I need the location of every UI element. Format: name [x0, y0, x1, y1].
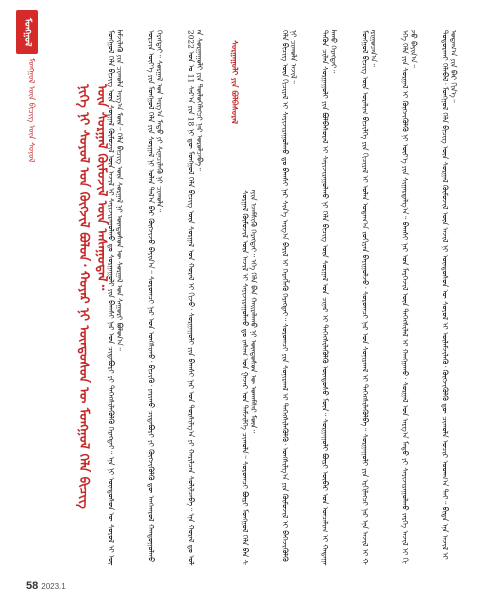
journal-logo-badge: [16, 10, 38, 54]
text-column-4: ᠰᠤᠷᠭᠠᠯ ᠬᠦᠮᠦᠵᠢᠯ ᠦᠨ ᠠᠵᠢᠯ ᠢ ᠰᠠᠶᠢᠵᠢᠷᠠᠭᠤᠯᠬᠤ ᠳᠤ ᠵᠠᠰᠠᠭ ᠤᠨ ᠭᠠᠵᠠᠷ ᠤᠨ ᠳᠡᠮᠵᠢᠯᠭᠡ ᠴᠢᠬᠤᠯᠠ᠃ ᠰᠤᠷᠤᠭᠴᠢ ᠪᠦᠷᠢ ᠮᠣᠩᠭᠣᠯ ᠬᠡᠯᠡ ᠪᠡᠨ ᠰᠠᠶᠢᠨ ᠡᠵᠡᠮᠰᠢᠬᠦ ᠬᠡᠷᠡᠭᠲᠡᠢ᠃ ᠡᠬᠡ ᠬᠡᠯᠡ ᠪᠡᠨ ᠬᠠᠢᠷᠠᠯᠠᠬᠤ ᠨᠢ ᠦᠨᠳᠦᠰᠦᠨ ᠦ ᠤᠬᠠᠮᠰᠠᠷ ᠮᠥᠨ᠃: [240, 190, 259, 565]
text-column-5: ᠬᠡᠯᠡ ᠪᠢᠴᠢᠭ ᠦᠨ ᠬᠢᠴᠢᠶᠡᠯ ᠢ ᠰᠠᠶᠢᠵᠢᠷᠠᠭᠤᠯᠬᠤ ᠳᠤ ᠪᠠᠭᠰᠢ ᠨᠠᠷ ᠰᠢᠨ᠎ᠡ ᠠᠷᠭ᠎ᠠ ᠪᠠᠷᠢᠯ ᠢ ᠬᠡᠷᠡᠭᠯᠡᠬᠦ ᠬᠡᠷᠡᠭᠲᠡᠢ᠃ ᠰᠤᠷᠤᠭᠴᠢ ᠶᠢᠨ ᠰᠣᠨᠢᠷᠬᠠᠯ ᠢ ᠳᠡᠭᠡᠭᠰᠢᠯᠡᠭᠦᠯᠬᠦ᠂ ᠤᠩᠰᠢᠯᠭ᠎ᠠ ᠶᠢᠨ ᠬᠦᠮᠦᠵᠢᠯ ᠢ ᠪᠡᠬᠡᠵᠢᠭᠦᠯᠬᠦ ᠨᠢ ᠴᠢᠬᠤᠯᠠ ᠠᠵᠢᠯ᠃: [280, 30, 299, 562]
text-column-8: ᠡᠬᠡ ᠬᠡᠯᠡ ᠶᠢᠨ ᠰᠤᠷᠭᠠᠯ ᠢ ᠬᠥᠭᠵᠢᠭᠦᠯᠬᠦ ᠨᠢ ᠦᠶ᠎ᠡ ᠶᠢᠨ ᠰᠢᠭᠠᠷᠳᠠᠯᠭ᠎ᠠ᠃ ᠪᠠᠭᠰᠢ ᠨᠠᠷ ᠤᠨ ᠮᠡᠷᠭᠡᠵᠢᠯ ᠦᠨ ᠳᠡᠭᠡᠭᠰᠢᠯᠡᠯ ᠢ ᠬᠠᠩᠭᠠᠬᠤ᠂ ᠰᠤᠷᠭᠠᠯ ᠤᠨ ᠠᠷᠭ᠎ᠠ ᠮᠡᠲᠦ ᠶᠢ ᠰᠠᠶᠢᠵᠢᠷᠠᠭᠤᠯᠬᠤ ᠵᠡᠷᠭᠡ ᠠᠵᠢᠯ ᠢ ᠬᠢᠵᠦ ᠪᠠᠶᠢᠨ᠎ᠠ᠃: [400, 30, 419, 564]
section-heading: ᠰᠤᠷᠭᠠᠭᠤᠯᠢ ᠶᠢᠨ ᠪᠣᠯᠪᠠᠰᠤᠷᠠᠯ: [230, 40, 240, 125]
text-column-9: ᠲᠣᠳᠣᠷᠬᠠᠶ ᠬᠡᠯᠡᠪᠡᠯ᠂ ᠮᠣᠩᠭᠣᠯ ᠬᠡᠯᠡ ᠪᠢᠴᠢᠭ ᠦᠨ ᠰᠤᠷᠭᠠᠯ ᠬᠦᠮᠦᠵᠢᠯ ᠦᠨ ᠠᠵᠢᠯ ᠨᠢ ᠦᠨᠳᠦᠰᠦᠨ ᠦ ᠰᠣᠶᠣᠯ ᠢ ᠦᠯᠡᠮᠵᠢᠯᠡᠬᠦ᠂ ᠬᠥᠭᠵᠢᠭᠦᠯᠬᠦ ᠳᠦ ᠴᠢᠬᠤᠯᠠ ᠤᠴᠢᠷ ᠤᠳᠬ᠎ᠠ ᠲᠠᠢ᠃ ᠪᠢᠳᠡ ᠡᠨᠡ ᠠᠵᠢᠯ ᠢ ᠤᠳᠠᠭ᠎ᠠ ᠶᠢᠨ ᠪᠠᠷ ᠬᠢᠨ᠎ᠡ᠃: [440, 30, 459, 560]
journal-logo-text: ᠮᠣᠩᠭᠣᠯ: [22, 17, 32, 47]
running-head: ᠮᠣᠩᠭᠣᠯ ᠦᠨ ᠪᠢᠴᠢᠭ ᠦᠨ ᠰᠣᠶᠣᠯ: [27, 58, 36, 163]
text-column-2: ᠣᠷᠴᠢᠨ ᠦᠶ᠎ᠡ ᠶᠢᠨ ᠮᠣᠩᠭᠣᠯ ᠬᠡᠯᠡ ᠶᠢᠨ ᠰᠤᠷᠭᠠᠯ ᠨᠢ ᠣᠯᠠᠨ ᠲᠠᠯ᠎ᠠ ᠪᠠᠷ ᠬᠥᠭᠵᠢᠵᠦ ᠪᠠᠶᠢᠨ᠎ᠠ᠃ ᠰᠤᠷᠤᠭᠴᠢ ᠨᠠᠷ ᠤᠨ ᠤᠩᠰᠢᠬᠤ᠂ ᠪᠢᠴᠢᠬᠦ᠂ ᠶᠠᠷᠢᠬᠤ ᠴᠢᠳᠠᠪᠤᠷᠢ ᠶᠢ ᠬᠥᠭᠵᠢᠭᠦᠯᠬᠦ ᠳᠦ ᠠᠩᠬᠠᠷᠤᠯ ᠬᠠᠨᠳᠤᠭᠤᠯᠬᠤ ᠬᠡᠷᠡᠭᠳᠡᠢ᠃ ᠰᠤᠷᠭᠠᠯ ᠤᠨ ᠠᠷᠭ᠎ᠠ ᠮᠡᠲᠦ ᠶᠢ ᠰᠢᠨᠡᠴᠢᠯᠡᠬᠦ ᠨᠢ ᠴᠢᠬᠤᠯᠠ᠃: [146, 30, 165, 563]
text-column-3: 2022 ᠣᠨ ᠤ 11 ᠰᠠᠷ᠎ᠠ ᠶᠢᠨ 18 ᠨᠢ ᠳᠦ ᠮᠣᠩᠭᠣᠯ ᠬᠡᠯᠡ ᠪᠢᠴᠢᠭ ᠦᠨ ᠰᠤᠷᠭᠠᠯ ᠤᠨ ᠬᠤᠷᠠᠯ ᠢ ᠬᠢᠵᠦ᠂ ᠰᠤᠷᠭᠠᠭᠤᠯᠢ ᠶᠢᠨ ᠪᠠᠭᠰᠢ ᠨᠠᠷ ᠤᠨ ᠲᠤᠷᠰᠢᠯᠭ᠎ᠠ ᠶᠢ ᠬᠠᠷᠢᠯᠴᠠᠨ ᠰᠤᠯᠢᠯᠴᠠᠪᠠ᠃ ᠡᠨᠡ ᠬᠤᠷᠠᠯ ᠳᠤ ᠣᠯᠠᠨ ᠰᠤᠷᠭᠠᠭᠤᠯᠢ ᠶᠢᠨ ᠲᠥᠯᠥᠭᠡᠯᠡᠭᠴᠢ ᠨᠠᠷ ᠣᠷᠣᠯᠴᠠᠪᠠ᠃: [186, 30, 205, 566]
text-column-1: ᠮᠣᠩᠭᠣᠯ ᠬᠡᠯᠡ ᠪᠢᠴᠢᠭ ᠦᠨ ᠰᠤᠷᠭᠠᠯ ᠬᠦᠮᠦᠵᠢᠯ ᠦᠨ ᠠᠵᠢᠯ ᠢ ᠰᠠᠶᠢᠵᠢᠷᠠᠭᠤᠯᠬᠤ ᠳᠤ ᠰᠤᠷᠭᠠᠭᠤᠯᠢ ᠶᠢᠨ ᠪᠠᠭᠰᠢ ᠨᠠᠷ ᠤᠨ ᠴᠢᠳᠠᠪᠤᠷᠢ ᠶᠢ ᠳᠡᠭᠡᠭᠰᠢᠯᠡᠭᠦᠯᠬᠦ ᠬᠡᠷᠡᠭᠳᠡᠢ᠃ ᠡᠨᠡ ᠨᠢ ᠦᠨᠳᠦᠰᠦᠨ ᠦ ᠰᠣᠶᠣᠯ ᠢ ᠦᠯᠡᠮᠵᠢᠯᠡᠬᠦ ᠶᠢᠨ ᠴᠢᠬᠤᠯᠠ ᠠᠷᠭ᠎ᠠ ᠮᠥᠨ᠃ ᠬᠡᠯᠡ ᠪᠢᠴᠢᠭ ᠦᠨ ᠰᠤᠷᠭᠠᠯ ᠨᠢ ᠦᠨᠳᠦᠰᠦᠨ ᠦ ᠰᠤᠷᠭᠠᠯ ᠤᠨ ᠰᠠᠭᠤᠷᠢ ᠪᠣᠯᠤᠨ᠎ᠠ᠃: [106, 30, 125, 565]
page-footer: [26, 580, 66, 592]
text-column-7: ᠮᠣᠩᠭᠣᠯ ᠪᠢᠴᠢᠭ ᠦᠨ ᠤᠷᠠᠯᠢᠭ ᠪᠢᠴᠢᠯᠭᠡ ᠶᠢᠨ ᠬᠢᠴᠢᠶᠡᠯ ᠢ ᠣᠯᠠᠨ ᠤᠳᠠᠭ᠎ᠠ ᠵᠣᠬᠢᠶᠠᠨ ᠪᠠᠶᠢᠭᠤᠯᠵᠤ᠂ ᠰᠤᠷᠤᠭᠴᠢ ᠨᠠᠷ ᠤᠨ ᠰᠣᠨᠢᠷᠬᠠᠯ ᠢ ᠳᠡᠭᠡᠭᠰᠢᠯᠡᠭᠦᠯᠪᠡ᠃ ᠰᠤᠷᠭᠠᠭᠤᠯᠢ ᠶᠢᠨ ᠡᠷᠬᠢᠯᠡᠭᠴᠢ ᠨᠠᠷ ᠡᠨᠡ ᠠᠵᠢᠯ ᠢ ᠬᠠᠷᠢᠭᠤᠴᠠᠨ᠎ᠠ᠃: [360, 30, 379, 565]
page-number: 58: [26, 580, 39, 592]
text-column-6: ᠲᠡᠭᠦᠨ ᠴᠢᠯᠡᠨ ᠰᠤᠷᠭᠠᠭᠤᠯᠢ ᠶᠢᠨ ᠪᠣᠯᠪᠠᠰᠤᠷᠠᠯ ᠢ ᠰᠠᠶᠢᠵᠢᠷᠠᠭᠤᠯᠬᠤ ᠨᠢ ᠬᠡᠯᠡ ᠪᠢᠴᠢᠭ ᠦᠨ ᠰᠤᠷᠭᠠᠯ ᠤᠨ ᠴᠢᠨᠠᠷ ᠢ ᠳᠡᠭᠡᠭᠰᠢᠯᠡᠭᠦᠯᠬᠦ ᠦᠨᠳᠦᠰᠦ ᠮᠥᠨ᠃ ᠰᠤᠷᠭᠠᠭᠤᠯᠢ ᠪᠦᠷᠢ ᠥᠪᠡᠷ ᠤᠨ ᠣᠨᠴᠠᠯᠢᠭ ᠢ ᠬᠠᠳᠠᠭᠠᠯᠠᠬᠤ ᠬᠡᠷᠡᠭᠲᠡᠢ᠃: [320, 30, 339, 566]
issue-label: 2023.1: [41, 582, 66, 591]
article-title: ᠨᠢᠭᠡ ᠨᠢ ᠰᠣᠶᠣᠯ ᠤᠨ ᠬᠥᠭᠵᠢᠯ ᠪᠣᠯᠤᠨ᠂ ᠬᠣᠶᠠᠷ ᠨᠢ ᠦᠨᠳᠦᠰᠦᠨ ᠦ ᠮᠣᠩᠭᠣᠯ ᠬᠡᠯᠡ ᠪᠢᠴᠢᠭ ᠦᠨ ᠰᠤᠷᠭᠠᠯ ᠬᠦᠮᠦᠵᠢᠯ ᠦᠨ ᠠᠰᠠᠭᠤᠳᠠᠯ᠃: [76, 84, 109, 509]
